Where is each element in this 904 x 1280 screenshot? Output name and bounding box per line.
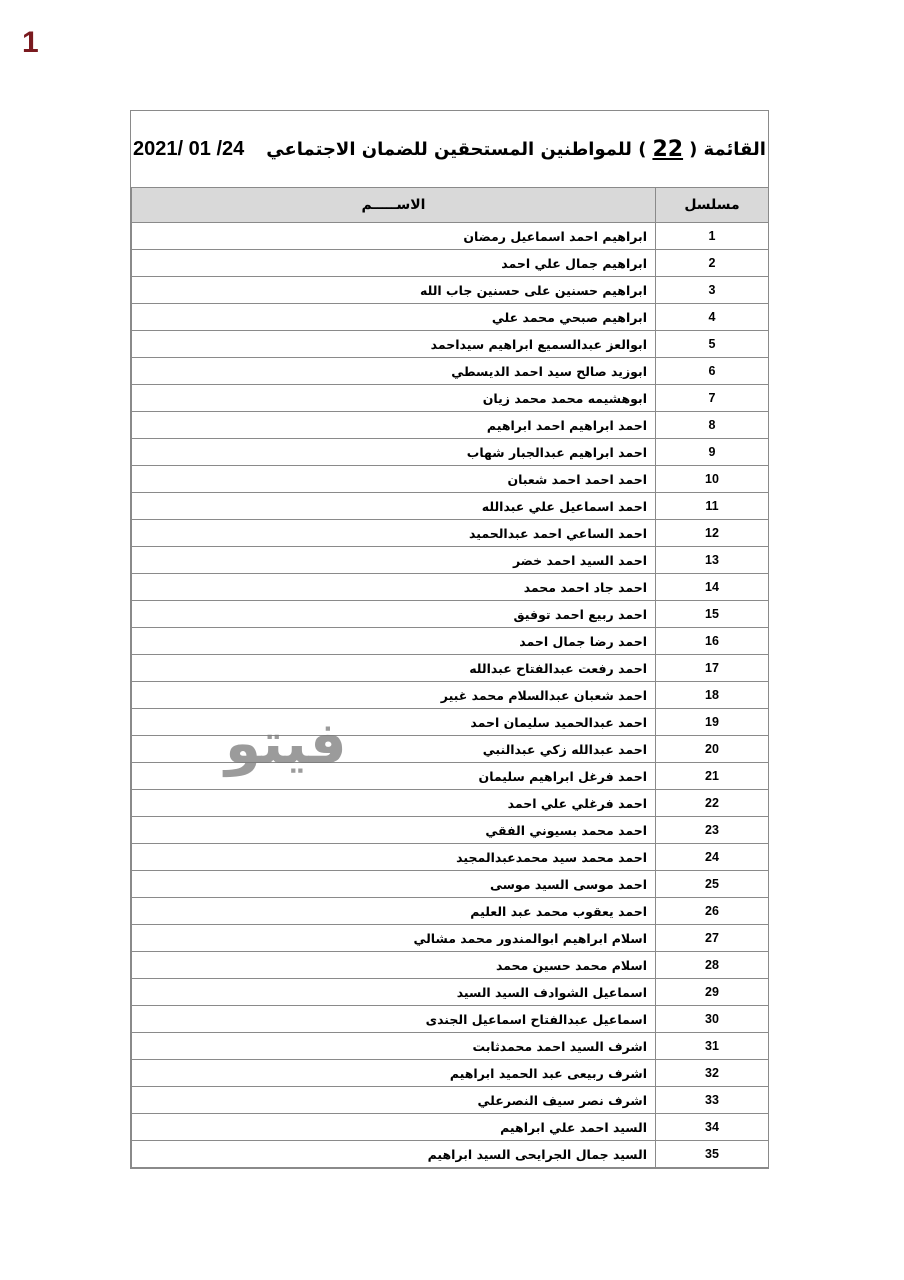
- watermark-text: فيتو: [225, 709, 347, 777]
- table-row: [132, 547, 769, 574]
- table-row: [132, 1141, 769, 1168]
- beneficiary-name: احمد السيد احمد خضر: [132, 547, 656, 574]
- beneficiary-name: السيد جمال الجرايحى السيد ابراهيم: [132, 1141, 656, 1168]
- table-row: [132, 898, 769, 925]
- title-prefix: القائمة (: [689, 138, 766, 160]
- serial-number: 15: [656, 601, 769, 628]
- table-row: [132, 655, 769, 682]
- beneficiary-name: احمد اسماعيل علي عبدالله: [132, 493, 656, 520]
- serial-number: 17: [656, 655, 769, 682]
- beneficiary-name: ابراهيم احمد اسماعيل رمضان: [132, 223, 656, 250]
- beneficiary-name: احمد ابراهيم عبدالجبار شهاب: [132, 439, 656, 466]
- table-row: [132, 736, 769, 763]
- beneficiary-name: احمد محمد سيد محمدعبدالمجيد: [132, 844, 656, 871]
- list-number: 22: [652, 136, 684, 162]
- table-row: [132, 574, 769, 601]
- table-row: [132, 412, 769, 439]
- table-row: [132, 385, 769, 412]
- serial-number: 14: [656, 574, 769, 601]
- table-row: [132, 952, 769, 979]
- table-row: [132, 1114, 769, 1141]
- table-row: [132, 1006, 769, 1033]
- beneficiary-name: اشرف السيد احمد محمدثابت: [132, 1033, 656, 1060]
- serial-number: 7: [656, 385, 769, 412]
- beneficiary-name: احمد يعقوب محمد عبد العليم: [132, 898, 656, 925]
- serial-number: 4: [656, 304, 769, 331]
- serial-number: 10: [656, 466, 769, 493]
- beneficiary-name: ابوهشيمه محمد محمد زيان: [132, 385, 656, 412]
- serial-number: 27: [656, 925, 769, 952]
- serial-number: 31: [656, 1033, 769, 1060]
- serial-number: 2: [656, 250, 769, 277]
- beneficiary-name: اسماعيل عبدالفتاح اسماعيل الجندى: [132, 1006, 656, 1033]
- beneficiary-name: ابراهيم صبحي محمد علي: [132, 304, 656, 331]
- beneficiary-name: احمد محمد بسيوني الفقي: [132, 817, 656, 844]
- beneficiary-name: احمد فرغل ابراهيم سليمان: [132, 763, 656, 790]
- table-row: [132, 466, 769, 493]
- table-row: [132, 601, 769, 628]
- table-row: [132, 1087, 769, 1114]
- table-row: [132, 439, 769, 466]
- table-row: [132, 277, 769, 304]
- serial-number: 12: [656, 520, 769, 547]
- beneficiary-name: احمد ربيع احمد توفيق: [132, 601, 656, 628]
- serial-number: 22: [656, 790, 769, 817]
- table-row: [132, 223, 769, 250]
- serial-number: 29: [656, 979, 769, 1006]
- beneficiaries-table: [131, 187, 769, 1168]
- serial-number: 26: [656, 898, 769, 925]
- beneficiary-name: احمد الساعي احمد عبدالحميد: [132, 520, 656, 547]
- table-row: [132, 871, 769, 898]
- serial-number: 23: [656, 817, 769, 844]
- table-row: [132, 493, 769, 520]
- table-row: [132, 817, 769, 844]
- table-row: [132, 1033, 769, 1060]
- serial-number: 16: [656, 628, 769, 655]
- table-row: [132, 709, 769, 736]
- beneficiary-name: اسماعيل الشوادف السيد السيد: [132, 979, 656, 1006]
- table-row: [132, 790, 769, 817]
- serial-number: 9: [656, 439, 769, 466]
- table-row: [132, 628, 769, 655]
- beneficiary-name: احمد ابراهيم احمد ابراهيم: [132, 412, 656, 439]
- serial-number: 28: [656, 952, 769, 979]
- serial-number: 24: [656, 844, 769, 871]
- beneficiaries-list-sheet: [130, 110, 769, 1169]
- serial-number: 21: [656, 763, 769, 790]
- beneficiary-name: احمد جاد احمد محمد: [132, 574, 656, 601]
- serial-number: 18: [656, 682, 769, 709]
- serial-number: 5: [656, 331, 769, 358]
- table-row: [132, 331, 769, 358]
- beneficiary-name: احمد رفعت عبدالفتاح عبدالله: [132, 655, 656, 682]
- beneficiary-name: ابراهيم جمال علي احمد: [132, 250, 656, 277]
- serial-number: 6: [656, 358, 769, 385]
- table-header-row: [132, 188, 769, 223]
- table-body: [132, 223, 769, 1168]
- beneficiary-name: احمد عبدالحميد سليمان احمد: [132, 709, 656, 736]
- beneficiary-name: ابراهيم حسنين على حسنين جاب الله: [132, 277, 656, 304]
- serial-number: 8: [656, 412, 769, 439]
- beneficiary-name: السيد احمد علي ابراهيم: [132, 1114, 656, 1141]
- beneficiary-name: احمد شعبان عبدالسلام محمد غبير: [132, 682, 656, 709]
- serial-number: 25: [656, 871, 769, 898]
- table-row: [132, 925, 769, 952]
- page-number: 1: [22, 26, 39, 59]
- title-suffix: ) للمواطنين المستحقين للضمان الاجتماعي: [266, 138, 647, 160]
- table-row: [132, 520, 769, 547]
- list-title: [131, 111, 768, 187]
- table-row: [132, 763, 769, 790]
- serial-number: 20: [656, 736, 769, 763]
- beneficiary-name: احمد احمد احمد شعبان: [132, 466, 656, 493]
- serial-number: 34: [656, 1114, 769, 1141]
- list-date: 2021/ 01 /24: [133, 137, 245, 160]
- beneficiary-name: اسلام محمد حسين محمد: [132, 952, 656, 979]
- serial-column-header: مسلسل: [656, 188, 769, 223]
- serial-number: 33: [656, 1087, 769, 1114]
- table-row: [132, 979, 769, 1006]
- beneficiary-name: ابوزيد صالح سيد احمد الديسطي: [132, 358, 656, 385]
- serial-number: 13: [656, 547, 769, 574]
- beneficiary-name: احمد فرغلي علي احمد: [132, 790, 656, 817]
- beneficiary-name: احمد موسى السيد موسى: [132, 871, 656, 898]
- serial-number: 19: [656, 709, 769, 736]
- serial-number: 1: [656, 223, 769, 250]
- beneficiary-name: اسلام ابراهيم ابوالمندور محمد مشالي: [132, 925, 656, 952]
- beneficiary-name: احمد عبدالله زكي عبدالنبي: [132, 736, 656, 763]
- serial-number: 30: [656, 1006, 769, 1033]
- beneficiary-name: ابوالعز عبدالسميع ابراهيم سيداحمد: [132, 331, 656, 358]
- beneficiary-name: احمد رضا جمال احمد: [132, 628, 656, 655]
- table-row: [132, 844, 769, 871]
- serial-number: 3: [656, 277, 769, 304]
- table-row: [132, 250, 769, 277]
- table-row: [132, 682, 769, 709]
- serial-number: 11: [656, 493, 769, 520]
- serial-number: 32: [656, 1060, 769, 1087]
- beneficiary-name: اشرف نصر سيف النصرعلي: [132, 1087, 656, 1114]
- beneficiary-name: اشرف ربيعى عبد الحميد ابراهيم: [132, 1060, 656, 1087]
- name-column-header: الاســـــم: [132, 188, 656, 223]
- table-row: [132, 304, 769, 331]
- table-row: [132, 1060, 769, 1087]
- table-row: [132, 358, 769, 385]
- serial-number: 35: [656, 1141, 769, 1168]
